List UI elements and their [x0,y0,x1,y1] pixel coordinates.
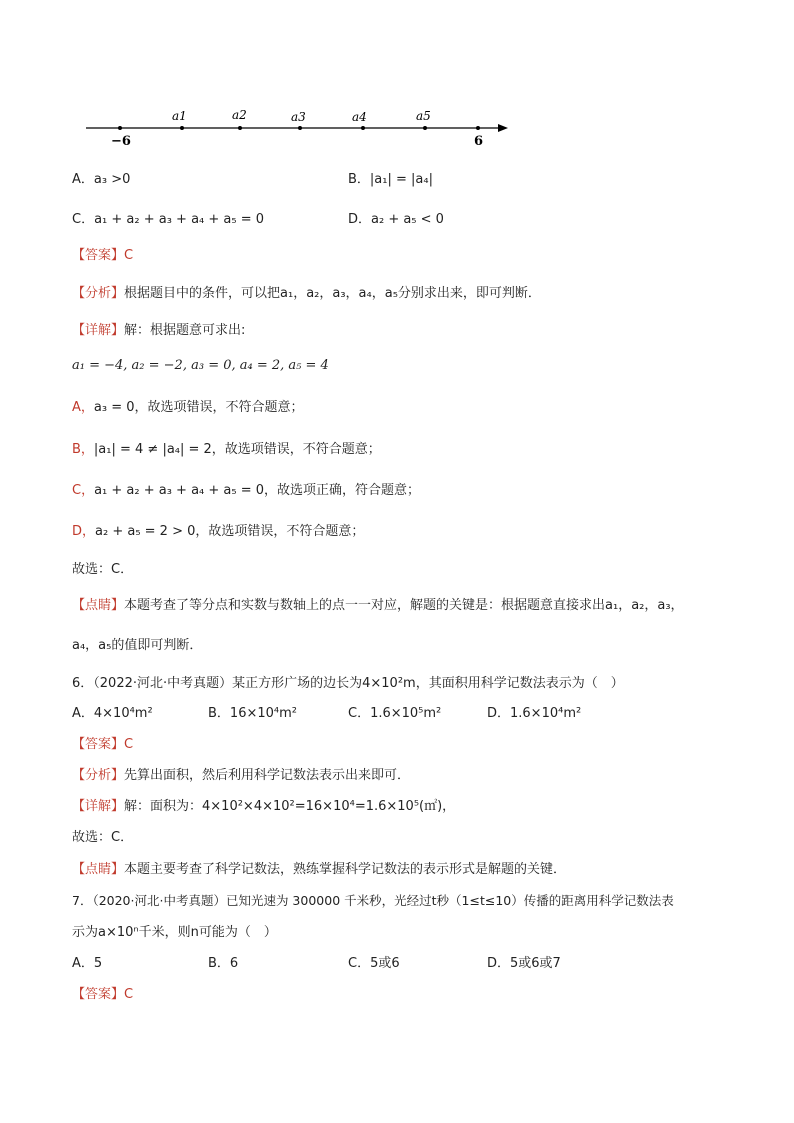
q6-choose: 故选：C． [72,830,134,845]
q5-option-b: B．|a₁| = |a₄| [348,172,433,187]
q7-option-d: D．5或6或7 [487,956,561,971]
q6-detail [72,799,455,815]
line-c-tag: C， [72,483,95,498]
q5-analysis [72,286,541,302]
q5-line-a [72,400,304,416]
detail-text: 解：面积为：4×10²×4×10²=16×10⁴=1.6×10⁵(㎡)， [124,799,456,814]
q6-option-b: B．16×10⁴m² [208,706,297,721]
point-a2 [238,126,242,130]
analysis-text: 先算出面积，然后利用科学记数法表示出来即可． [124,768,411,783]
comment-text-1: 本题考查了等分点和实数与数轴上的点一一对应，解题的关键是：根据题意直接求出a₁，a₂，a₃， [124,598,684,613]
comment-tag: 【点睛】 [72,862,125,877]
label-minus6: −6 [111,134,131,149]
q7-answer: 【答案】C [72,987,134,1002]
point-a3 [298,126,302,130]
point-a1 [180,126,184,130]
q6-option-c: C．1.6×10⁵m² [348,706,442,721]
q5-choose: 故选：C． [72,562,134,577]
q5-option-a: A．a₃ >0 [72,172,131,187]
q7-option-c: C．5或6 [348,956,400,971]
q6-analysis [72,768,410,784]
q5-option-d: D．a₂ + a₅ < 0 [348,212,444,227]
analysis-text: 根据题目中的条件，可以把a₁，a₂，a₃，a₄，a₅分别求出来，即可判断． [124,286,541,301]
label-6: 6 [474,134,484,149]
line-d-tag: D， [72,524,96,539]
axis-arrow [498,124,508,132]
label-a4: a4 [352,110,367,124]
q5-comment-line1 [72,598,684,614]
point-a4 [361,126,365,130]
number-line-figure [80,100,520,150]
line-b-text: |a₁| = 4 ≠ |a₄| = 2，故选项错误，不符合题意； [93,442,381,457]
point-minus6 [118,126,122,130]
q6-option-a: A．4×10⁴m² [72,706,153,721]
q6-stem: 6．（2022·河北·中考真题）某正方形广场的边长为4×10²m，其面积用科学记数法表示为（ ） [72,676,624,691]
comment-text: 本题主要考查了科学记数法，熟练掌握科学记数法的表示形式是解题的关键． [124,862,567,877]
detail-tag: 【详解】 [72,799,125,814]
q7-option-b: B．6 [208,956,239,971]
point-6 [476,126,480,130]
label-a5: a5 [416,109,431,123]
line-c-text: a₁ + a₂ + a₃ + a₄ + a₅ = 0，故选项正确，符合题意； [94,483,421,498]
q5-comment-line2: a₄，a₅的值即可判断． [72,638,203,653]
q5-option-c: C．a₁ + a₂ + a₃ + a₄ + a₅ = 0 [72,212,265,227]
line-d-text: a₂ + a₅ = 2 > 0，故选项错误，不符合题意； [95,524,365,539]
label-a1: a1 [172,109,187,123]
q7-stem-line2: 示为a×10ⁿ千米，则n可能为（ ） [72,925,277,940]
q5-values: a₁ = −4, a₂ = −2, a₃ = 0, a₄ = 2, a₅ = 4 [72,358,329,373]
q5-answer: 【答案】C [72,248,134,263]
q5-line-d [72,524,364,540]
q5-line-c [72,483,420,499]
q7-stem-line1: 7．（2020·河北·中考真题）已知光速为 300000 千米秒，光经过t秒（1≤t≤10）传播的距离用科学记数法表 [72,893,674,908]
label-a2: a2 [232,108,247,122]
q6-option-d: D．1.6×10⁴m² [487,706,582,721]
detail-tag: 【详解】 [72,323,125,338]
line-a-tag: A， [72,400,94,415]
detail-text: 解：根据题意可求出: [124,323,246,338]
analysis-tag: 【分析】 [72,286,125,301]
q6-comment [72,862,566,878]
q5-detail [72,323,245,339]
q6-answer: 【答案】C [72,737,134,752]
line-a-text: a₃ = 0，故选项错误，不符合题意； [93,400,304,415]
analysis-tag: 【分析】 [72,768,125,783]
q7-option-a: A．5 [72,956,103,971]
label-a3: a3 [291,110,306,124]
q5-line-b [72,442,381,458]
line-b-tag: B， [72,442,94,457]
comment-tag: 【点睛】 [72,598,125,613]
point-a5 [423,126,427,130]
